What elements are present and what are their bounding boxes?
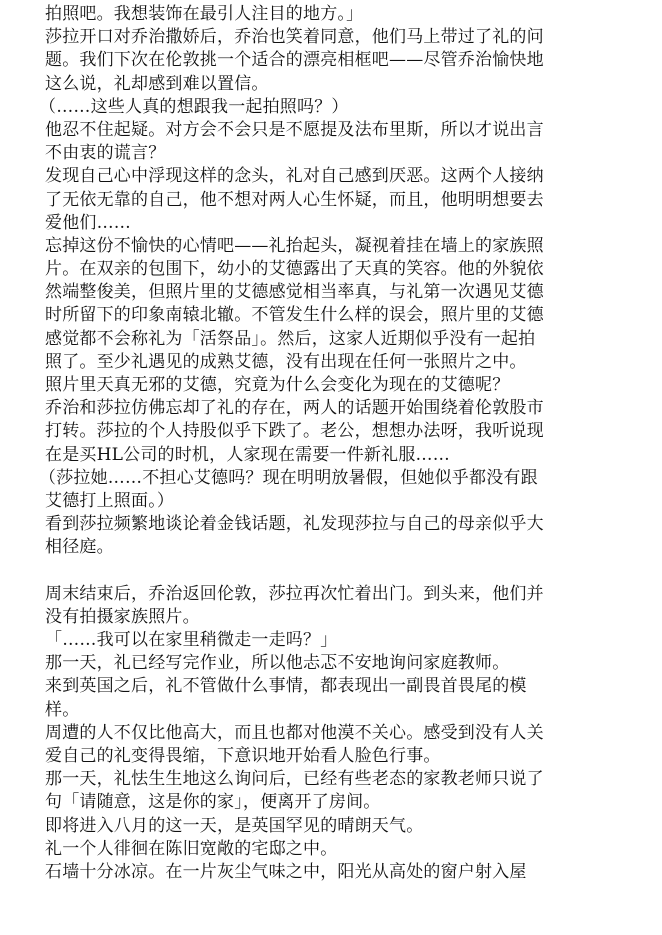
text-line-13: 然端整俊美，但照片里的艾德感觉相当率真，与礼第一次遇见艾德 bbox=[45, 282, 544, 303]
text-line-9: 了无依无靠的自己，他不想对两人心生怀疑，而且，他明明想要去 bbox=[45, 189, 544, 210]
text-line-30: 来到英国之后，礼不管做什么事情，都表现出一副畏首畏尾的模 bbox=[45, 676, 527, 697]
text-line-7: 不由衷的谎言？ bbox=[45, 143, 166, 164]
text-line-1: 拍照吧。我想装饰在最引人注目的地方。」 bbox=[45, 4, 364, 24]
body-text bbox=[39, 3, 645, 884]
text-line-26: 周末结束后，乔治返回伦敦，莎拉再次忙着出门。到头来，他们并 bbox=[45, 583, 544, 604]
text-line-31: 样。 bbox=[45, 699, 80, 720]
text-line-5: （……这些人真的想跟我一起拍照吗？） bbox=[39, 96, 349, 117]
text-line-35: 句「请随意，这是你的家」，便离开了房间。 bbox=[45, 792, 381, 813]
text-line-34: 那一天，礼怯生生地这么询问后，已经有些老态的家教老师只说了 bbox=[45, 769, 544, 790]
text-line-14: 时所留下的印象南辕北辙。不管发生什么样的误会，照片里的艾德 bbox=[45, 305, 544, 326]
text-line-18: 乔治和莎拉仿佛忘却了礼的存在，两人的话题开始围绕着伦敦股市 bbox=[45, 398, 544, 419]
text-line-3: 题。我们下次在伦敦挑一个适合的漂亮相框吧——尽管乔治愉快地 bbox=[45, 50, 544, 71]
text-line-24: 相径庭。 bbox=[45, 537, 114, 558]
text-line-20: 在是买HL公司的时机，人家现在需要一件新礼服…… bbox=[45, 444, 450, 465]
text-line-22: 艾德打上照面。） bbox=[45, 490, 175, 511]
text-line-28: 「……我可以在家里稍微走一走吗？」 bbox=[45, 630, 338, 651]
text-line-32: 周遭的人不仅比他高大，而且也都对他漠不关心。感受到没有人关 bbox=[45, 722, 544, 743]
text-line-6: 他忍不住起疑。对方会不会只是不愿提及法布里斯，所以才说出言 bbox=[45, 119, 544, 140]
text-line-10: 爱他们…… bbox=[45, 212, 131, 233]
text-line-12: 片。在双亲的包围下，幼小的艾德露出了天真的笑容。他的外貌依 bbox=[45, 259, 544, 280]
text-line-16: 照了。至少礼遇见的成熟艾德，没有出现在任何一张照片之中。 bbox=[45, 351, 527, 372]
text-line-8: 发现自己心中浮现这样的念头，礼对自己感到厌恶。这两个人接纳 bbox=[45, 166, 544, 187]
text-line-19: 打转。莎拉的个人持股似乎下跌了。老公，想想办法呀，我听说现 bbox=[45, 421, 544, 442]
text-line-38: 石墙十分冰凉。在一片灰尘气味之中，阳光从高处的窗户射入屋 bbox=[45, 861, 527, 882]
text-line-29: 那一天，礼已经写完作业，所以他忐忑不安地询问家庭教师。 bbox=[45, 653, 510, 674]
text-line-15: 感觉都不会称礼为「活祭品」。然后，这家人近期似乎没有一起拍 bbox=[45, 328, 536, 349]
text-line-37: 礼一个人徘徊在陈旧宽敞的宅邸之中。 bbox=[45, 838, 338, 859]
blank-line bbox=[45, 560, 645, 583]
text-line-21: （莎拉她……不担心艾德吗？现在明明放暑假，但她似乎都没有跟 bbox=[39, 467, 538, 488]
text-line-23: 看到莎拉频繁地谈论着金钱话题，礼发现莎拉与自己的母亲似乎大 bbox=[45, 514, 544, 535]
text-line-17: 照片里天真无邪的艾德，究竟为什么会变化为现在的艾德呢？ bbox=[45, 375, 510, 395]
text-line-2: 莎拉开口对乔治撒娇后，乔治也笑着同意，他们马上带过了礼的问 bbox=[45, 27, 544, 48]
text-line-4: 这么说，礼却感到难以置信。 bbox=[45, 73, 269, 94]
text-line-27: 没有拍摄家族照片。 bbox=[45, 606, 200, 627]
text-line-11: 忘掉这份不愉快的心情吧——礼抬起头，凝视着挂在墙上的家族照 bbox=[45, 235, 544, 256]
text-line-36: 即将进入八月的这一天，是英国罕见的晴朗天气。 bbox=[45, 815, 424, 836]
text-line-33: 爱自己的礼变得畏缩，下意识地开始看人脸色行事。 bbox=[45, 746, 441, 766]
